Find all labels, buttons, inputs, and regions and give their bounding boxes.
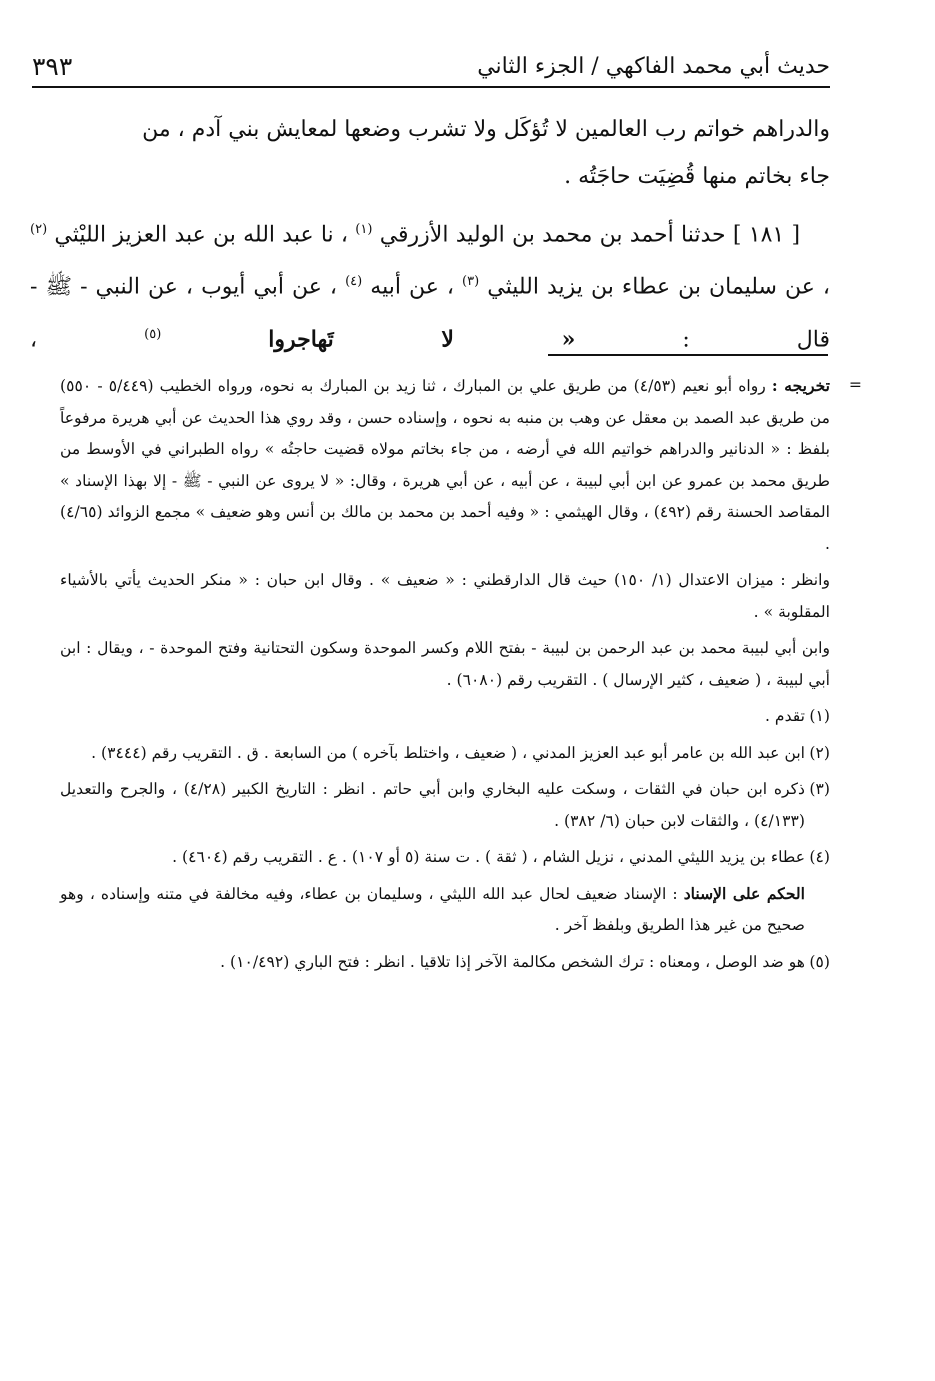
- footnote-4-text: عطاء بن يزيد الليثي المدني ، نزيل الشام ، ( ثقة ) . ت سنة (٥ أو ١٠٧) . ع . التقريب رقم (٤٦٠٤) .: [172, 848, 805, 866]
- hukm-label: الحكم على الإسناد: [683, 883, 805, 903]
- mizan-note: وانظر : ميزان الاعتدال (١/ ١٥٠) حيث قال الدارقطني : « ضعيف » . وقال ابن حبان : « منكر الحديث يأتي بالأشياء المقلوبة » .: [60, 571, 830, 621]
- footnote-2: [60, 738, 830, 770]
- footnote-4: [60, 842, 830, 874]
- footnotes: [60, 370, 862, 983]
- continuation-mark: =: [848, 376, 862, 394]
- footnote-5: [60, 947, 830, 979]
- hadith-text-part-4: ، عن أبيه: [370, 274, 454, 300]
- hukm-note: [60, 878, 830, 942]
- hadith-text-part-2: ، نا عبد الله بن عبد العزيز الليْثي: [54, 222, 349, 248]
- takhrij-text: رواه أبو نعيم (٤/٥٣) من طريق علي بن المبارك ، ثنا زيد بن المبارك به نحوه، ورواه الخطيب (٥/٤٤٩ - ٥٥٠) من طريق عبد الصمد بن معقل عن وهب بن منبه به نحوه ، وإسناده حسن ، وقد روي هذا الحديث عن أبي هريرة مرفوعاً بلفظ : « الدنانير والدراهم خواتيم الله في أرضه ، من جاء بخاتم مولاه قضيت حاجتُه » رواه الطبراني في الأوسط من طريق محمد بن عمرو عن ابن أبي لبيبة ، عن أبيه ، عن أبي هريرة ، وقال: « لا يروى عن النبي - ﷺ - إلا بهذا الإسناد » المقاصد الحسنة رقم (٤٩٢) ، وقال الهيثمي : « وفيه أحمد بن محمد بن مالك بن أنس وهو ضعيف » مجمع الزوائد (٤/٦٥) .: [60, 377, 831, 553]
- footnote-2-number: (٢): [809, 743, 830, 762]
- hadith-181-paragraph: [30, 206, 830, 363]
- hukm-text: : الإسناد ضعيف لحال عبد الله الليثي ، وسليمان بن عطاء، وفيه مخالفة في متنه وإسناده ، وهو صحيح من غير هذا الطريق وبلفظ آخر .: [60, 884, 805, 934]
- footnote-3-number: (٣): [809, 780, 830, 798]
- takhrij-note: [60, 370, 862, 560]
- labiba-note: وابن أبي لبيبة محمد بن عبد الرحمن بن لبيبة - بفتح اللام وكسر الموحدة وسكون التحتانية وفتح الموحدة - ، ويقال : ابن أبي لبيبة ، ( ضعيف ، كثير الإرسال ) . التقريب رقم (٦٠٨٠) .: [60, 639, 830, 689]
- hadith-text-part-5: ، عن أبي أيوب ، عن النبي - ﷺ - قال :: [30, 274, 831, 352]
- continuation-line-1: والدراهم خواتم رب العالمين لا تُؤكَل ولا تشرب وضعها لمعايش بني آدم ، من: [142, 117, 830, 142]
- hadith-text-part-6: ،: [30, 326, 38, 352]
- hadith-number: [ ١٨١ ]: [732, 222, 801, 248]
- hadith-text-part-1: حدثنا أحمد بن محمد بن الوليد الأزرقي: [379, 222, 726, 248]
- footnote-5-number: (٥): [809, 952, 830, 971]
- takhrij-label: تخريجه :: [771, 376, 830, 395]
- running-title: حديث أبي محمد الفاكهي / الجزء الثاني: [477, 54, 830, 79]
- page-number: ٣٩٣: [32, 52, 73, 81]
- footnote-4-number: (٤): [809, 848, 830, 866]
- footnote-1-text: تقدم .: [765, 707, 805, 725]
- footnote-ref-5: (٥): [144, 326, 162, 342]
- footnote-2-text: ابن عبد الله بن عامر أبو عبد العزيز المدني ، ( ضعيف ، واختلط بآخره ) من السابعة . ق . التقريب رقم (٣٤٤٤) .: [91, 743, 805, 762]
- footnote-3-text: ذكره ابن حبان في الثقات ، وسكت عليه البخاري وابن أبي حاتم . انظر : التاريخ الكبير (٤/٢٨) ، والجرح والتعديل (٤/١٣٣) ، والثقات لابن حبان (٦/ ٣٨٢) .: [60, 780, 805, 830]
- footnote-1-number: (١): [809, 707, 830, 725]
- hadith-quote: « لا تَهاجروا: [268, 325, 576, 352]
- footnote-5-text: هو ضد الوصل ، ومعناه : ترك الشخص مكالمة الآخر إذا تلاقيا . انظر : فتح الباري (١٠/٤٩٢) .: [220, 952, 805, 971]
- footnote-ref-1: (١): [355, 222, 373, 237]
- main-text: [30, 106, 830, 363]
- footnote-1: [60, 701, 830, 733]
- page-header: [32, 50, 830, 88]
- hadith-text-part-3: ، عن سليمان بن عطاء بن يزيد الليثي: [487, 274, 831, 300]
- footnote-3: [60, 774, 830, 837]
- footnote-ref-4: (٤): [345, 274, 363, 290]
- footnote-ref-2: (٢): [30, 222, 48, 237]
- footnote-ref-3: (٣): [462, 274, 480, 290]
- continuation-line-2: جاء بخاتم منها قُضِيَت حاجَتُه .: [564, 164, 830, 189]
- footnote-separator: [548, 354, 828, 356]
